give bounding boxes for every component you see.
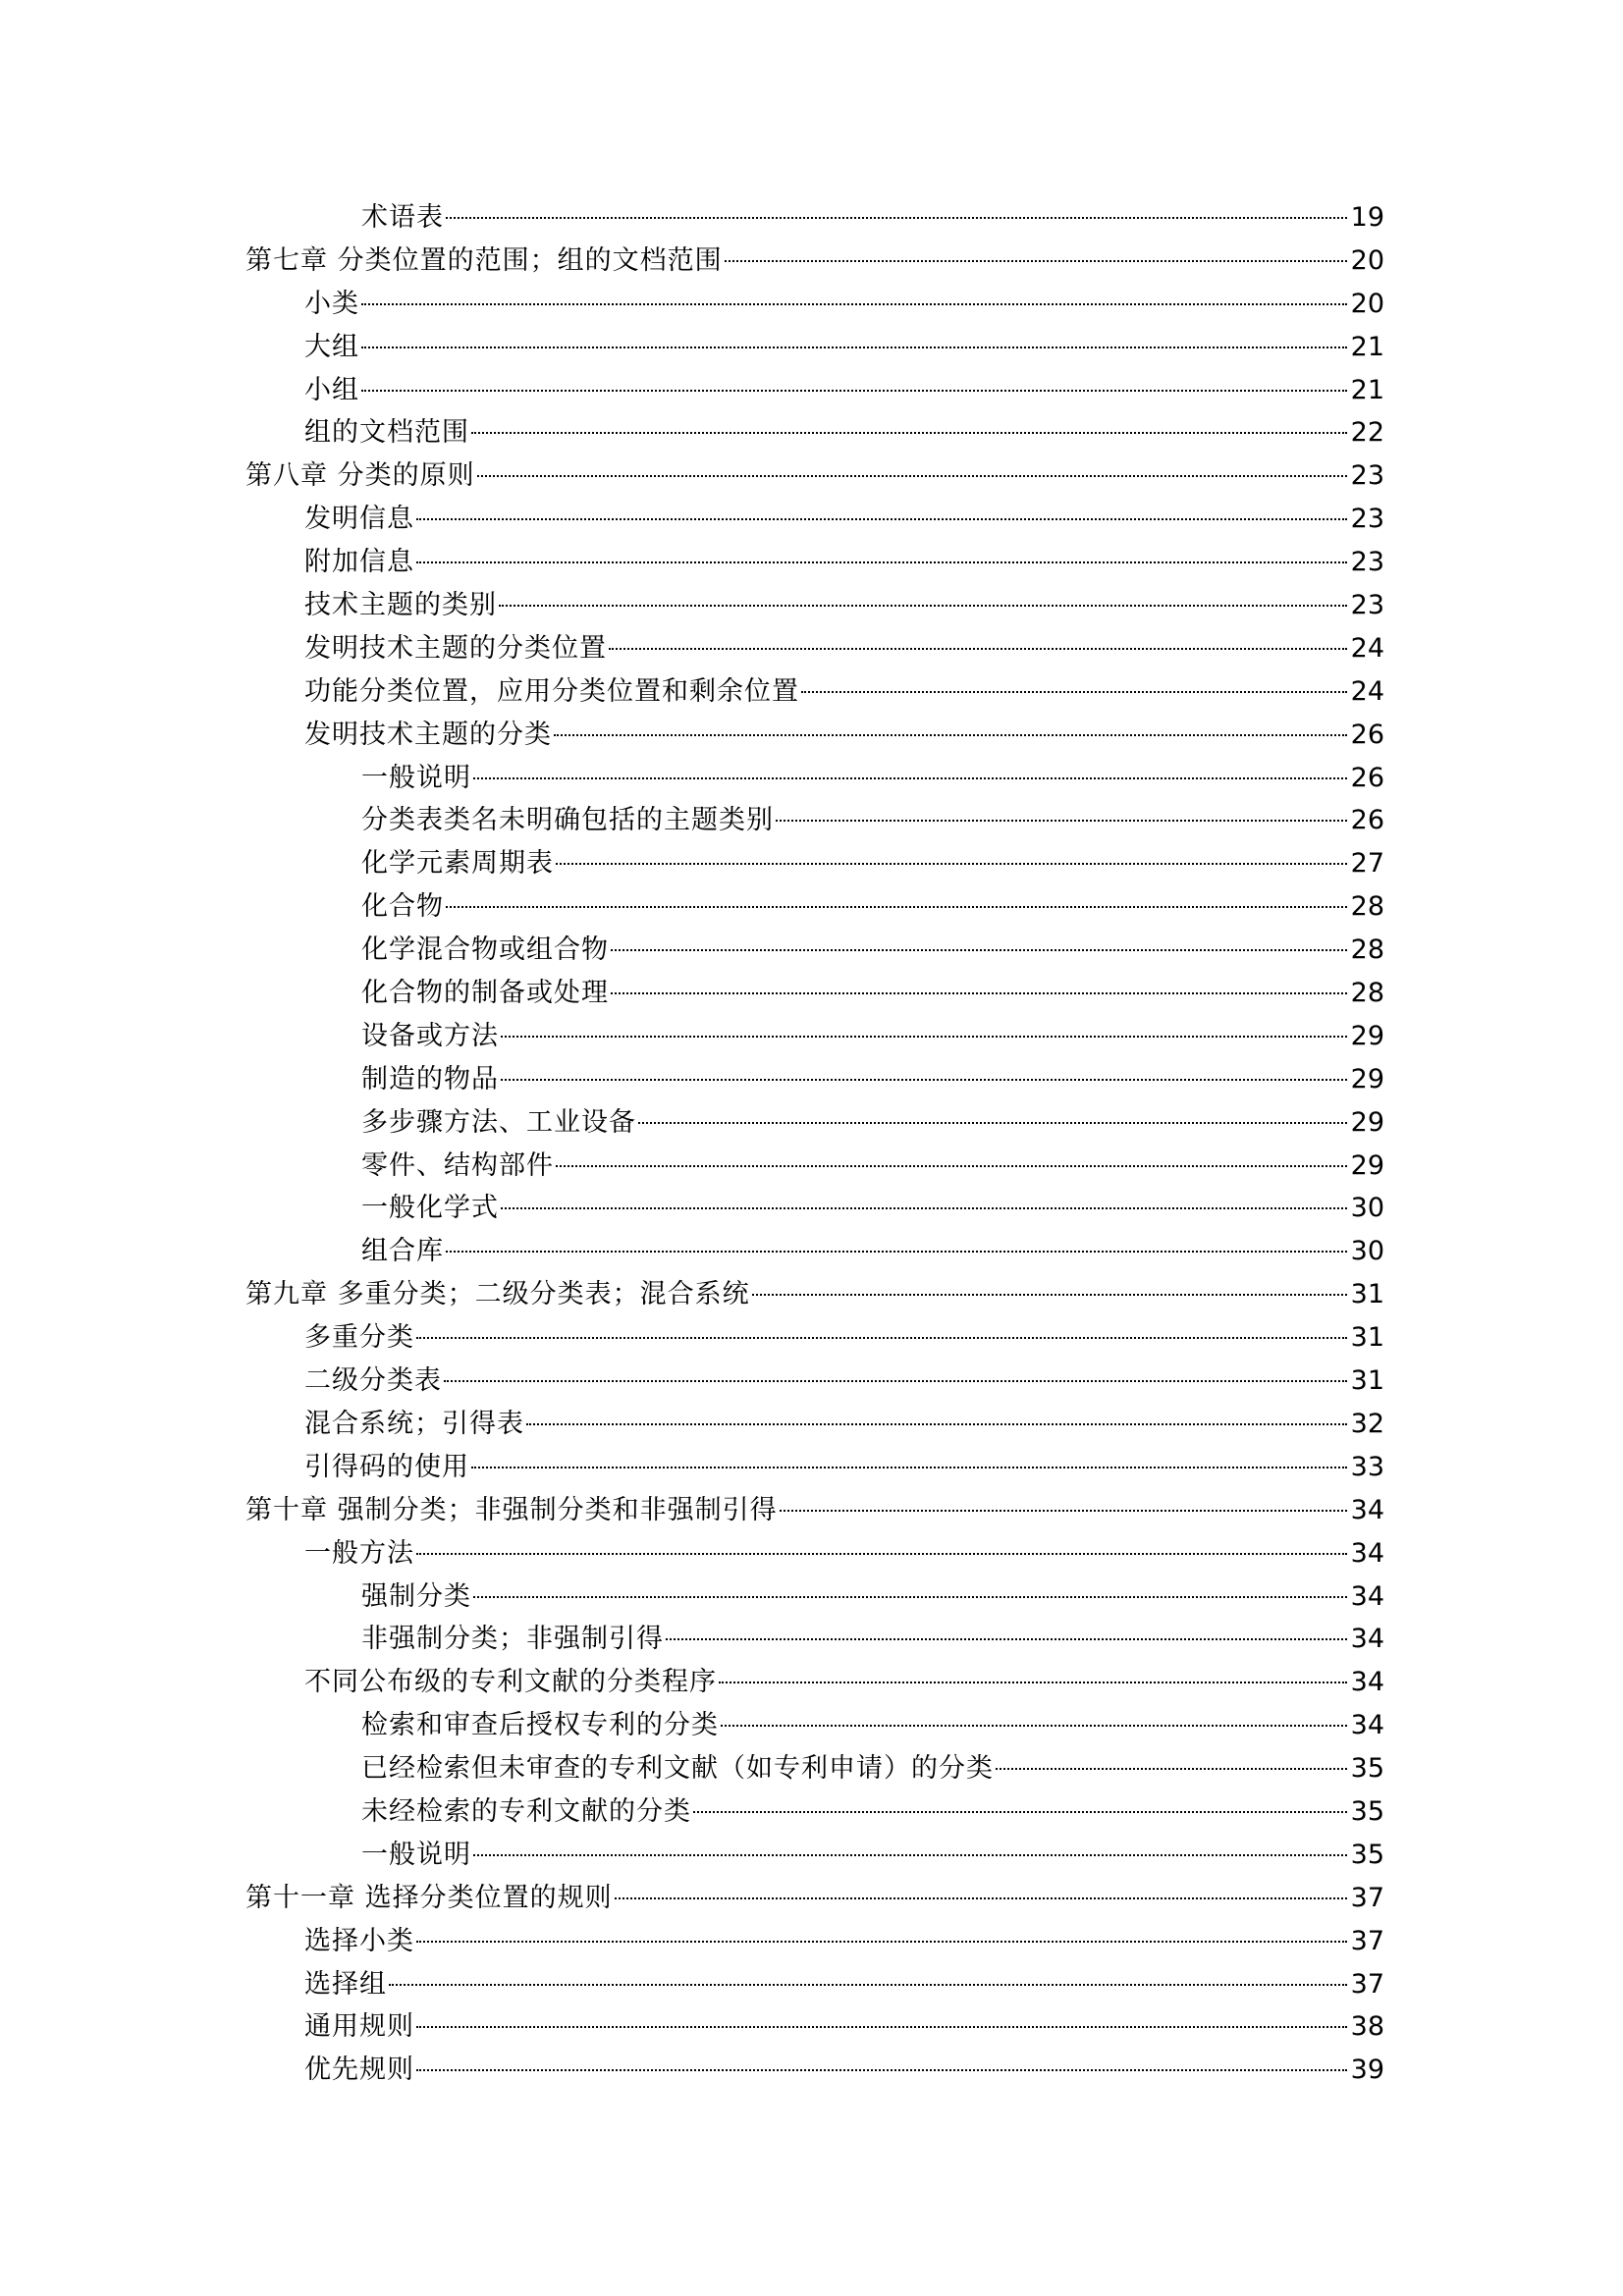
dot-leader [752, 1294, 1347, 1296]
dot-leader [416, 561, 1347, 563]
toc-entry-page-number: 34 [1350, 1580, 1384, 1612]
toc-entry-title: 设备或方法 [361, 1020, 499, 1051]
toc-entry[interactable] [245, 1446, 1384, 1489]
toc-entry[interactable] [245, 799, 1384, 842]
toc-entry[interactable] [245, 1618, 1384, 1661]
dot-leader [444, 1380, 1347, 1382]
toc-entry[interactable] [245, 1963, 1384, 2006]
toc-entry[interactable] [245, 670, 1384, 714]
dot-leader [801, 691, 1347, 693]
toc-entry-page-number: 37 [1350, 1882, 1384, 1913]
toc-entry[interactable] [245, 1790, 1384, 1834]
toc-entry-title: 一般化学式 [361, 1193, 499, 1224]
toc-entry-title: 附加信息 [304, 547, 414, 578]
toc-entry-title: 未经检索的专利文献的分类 [361, 1795, 691, 1827]
toc-entry[interactable] [245, 1661, 1384, 1704]
toc-entry-title: 第十一章 选择分类位置的规则 [245, 1882, 613, 1913]
toc-entry-page-number: 23 [1350, 504, 1384, 535]
toc-entry[interactable] [245, 283, 1384, 326]
dot-leader [526, 1423, 1347, 1425]
toc-entry[interactable] [245, 2005, 1384, 2049]
dot-leader [556, 863, 1347, 865]
toc-entry-page-number: 37 [1350, 1968, 1384, 2000]
toc-entry-page-number: 20 [1350, 288, 1384, 319]
toc-entry-page-number: 19 [1350, 202, 1384, 233]
toc-entry-page-number: 35 [1350, 1795, 1384, 1827]
toc-entry-title: 术语表 [361, 202, 444, 233]
toc-entry-page-number: 26 [1350, 805, 1384, 836]
toc-entry-title: 功能分类位置，应用分类位置和剩余位置 [304, 675, 799, 707]
toc-entry-page-number: 29 [1350, 1106, 1384, 1138]
toc-entry-title: 二级分类表 [304, 1365, 442, 1397]
toc-entry-title: 第十章 强制分类；非强制分类和非强制引得 [245, 1494, 778, 1525]
toc-entry-page-number: 28 [1350, 891, 1384, 923]
toc-entry-title: 发明信息 [304, 504, 414, 535]
toc-entry-page-number: 34 [1350, 1667, 1384, 1698]
dot-leader [693, 1811, 1347, 1813]
dot-leader [556, 1165, 1347, 1167]
toc-entry-page-number: 23 [1350, 547, 1384, 578]
toc-entry[interactable] [245, 411, 1384, 454]
toc-entry-title: 非强制分类；非强制引得 [361, 1624, 664, 1655]
toc-entry[interactable] [245, 369, 1384, 412]
dot-leader [473, 1596, 1347, 1598]
dot-leader [996, 1768, 1347, 1770]
toc-entry-title: 化合物的制备或处理 [361, 978, 609, 1009]
toc-entry-page-number: 30 [1350, 1236, 1384, 1267]
toc-entry[interactable] [245, 1360, 1384, 1403]
toc-entry-title: 选择小类 [304, 1925, 414, 1956]
toc-entry-title: 强制分类 [361, 1580, 471, 1612]
toc-entry-title: 第八章 分类的原则 [245, 460, 475, 492]
dot-leader [499, 605, 1347, 607]
toc-entry[interactable] [245, 1145, 1384, 1188]
toc-entry-page-number: 35 [1350, 1839, 1384, 1870]
dot-leader [446, 1251, 1347, 1253]
toc-entry-title: 通用规则 [304, 2011, 414, 2043]
toc-entry-title: 已经检索但未审查的专利文献（如专利申请）的分类 [361, 1753, 994, 1785]
toc-entry-title: 不同公布级的专利文献的分类程序 [304, 1667, 717, 1698]
toc-entry-title: 发明技术主题的分类 [304, 719, 552, 750]
dot-leader [361, 303, 1347, 305]
dot-leader [473, 1854, 1347, 1856]
toc-entry[interactable] [245, 1747, 1384, 1790]
toc-entry-title: 发明技术主题的分类位置 [304, 632, 607, 664]
toc-entry[interactable] [245, 1316, 1384, 1360]
toc-entry[interactable] [245, 326, 1384, 369]
dot-leader [446, 906, 1347, 908]
toc-entry-title: 检索和审查后授权专利的分类 [361, 1710, 719, 1741]
toc-entry[interactable] [245, 2049, 1384, 2092]
toc-entry[interactable] [245, 240, 1384, 283]
dot-leader [780, 1510, 1347, 1512]
toc-entry-page-number: 34 [1350, 1624, 1384, 1655]
toc-entry-title: 化学元素周期表 [361, 848, 554, 880]
toc-entry-title: 化合物 [361, 891, 444, 923]
toc-entry-title: 多步骤方法、工业设备 [361, 1106, 636, 1138]
toc-entry-title: 组的文档范围 [304, 417, 469, 449]
dot-leader [611, 992, 1347, 994]
toc-entry-page-number: 29 [1350, 1149, 1384, 1181]
toc-entry-page-number: 33 [1350, 1451, 1384, 1482]
toc-entry[interactable] [245, 498, 1384, 541]
toc-entry-page-number: 23 [1350, 590, 1384, 621]
dot-leader [501, 1207, 1347, 1209]
toc-entry[interactable] [245, 1058, 1384, 1101]
toc-entry-title: 小组 [304, 374, 359, 405]
toc-entry[interactable] [245, 454, 1384, 498]
toc-entry-page-number: 38 [1350, 2011, 1384, 2043]
dot-leader [611, 949, 1347, 951]
toc-entry[interactable] [245, 1877, 1384, 1920]
toc-entry-title: 一般方法 [304, 1537, 414, 1569]
dot-leader [615, 1897, 1347, 1899]
dot-leader [776, 820, 1347, 822]
toc-entry-title: 选择组 [304, 1968, 387, 2000]
toc-entry[interactable] [245, 714, 1384, 757]
dot-leader [471, 1467, 1347, 1468]
toc-entry-title: 一般说明 [361, 1839, 471, 1870]
toc-entry-page-number: 31 [1350, 1365, 1384, 1397]
toc-entry[interactable] [245, 1403, 1384, 1446]
toc-entry-title: 第九章 多重分类；二级分类表；混合系统 [245, 1279, 750, 1310]
dot-leader [361, 390, 1347, 392]
dot-leader [477, 475, 1347, 477]
dot-leader [416, 1941, 1347, 1943]
toc-entry-page-number: 28 [1350, 934, 1384, 966]
toc-entry-title: 引得码的使用 [304, 1451, 469, 1482]
toc-entry[interactable] [245, 627, 1384, 670]
toc-entry-page-number: 24 [1350, 632, 1384, 664]
toc-entry-title: 化学混合物或组合物 [361, 934, 609, 966]
toc-entry-page-number: 20 [1350, 244, 1384, 276]
dot-leader [361, 347, 1347, 348]
dot-leader [501, 1079, 1347, 1081]
toc-entry[interactable] [245, 929, 1384, 972]
toc-entry-title: 一般说明 [361, 762, 471, 793]
toc-entry-page-number: 21 [1350, 374, 1384, 405]
toc-entry-title: 技术主题的类别 [304, 590, 497, 621]
dot-leader [416, 1553, 1347, 1555]
toc-entry-page-number: 35 [1350, 1753, 1384, 1785]
toc-entry[interactable] [245, 1273, 1384, 1316]
dot-leader [473, 777, 1347, 779]
toc-entry-page-number: 29 [1350, 1063, 1384, 1095]
toc-entry-title: 分类表类名未明确包括的主题类别 [361, 805, 774, 836]
toc-entry-title: 第七章 分类位置的范围；组的文档范围 [245, 244, 723, 276]
toc-entry-title: 零件、结构部件 [361, 1149, 554, 1181]
toc-entry[interactable] [245, 584, 1384, 627]
dot-leader [609, 648, 1347, 650]
toc-entry-page-number: 30 [1350, 1193, 1384, 1224]
toc-entry-page-number: 26 [1350, 762, 1384, 793]
toc-entry[interactable] [245, 196, 1384, 240]
table-of-contents [245, 196, 1384, 2092]
toc-entry[interactable] [245, 1230, 1384, 1273]
toc-entry-title: 小类 [304, 288, 359, 319]
toc-entry-title: 多重分类 [304, 1322, 414, 1354]
dot-leader [501, 1036, 1347, 1038]
toc-entry-page-number: 28 [1350, 978, 1384, 1009]
toc-entry[interactable] [245, 1704, 1384, 1747]
dot-leader [638, 1122, 1347, 1124]
dot-leader [416, 1337, 1347, 1339]
toc-entry[interactable] [245, 757, 1384, 800]
toc-entry[interactable] [245, 885, 1384, 929]
toc-entry-page-number: 32 [1350, 1408, 1384, 1439]
dot-leader [666, 1638, 1347, 1640]
dot-leader [471, 432, 1347, 434]
toc-entry[interactable] [245, 1834, 1384, 1877]
toc-entry[interactable] [245, 972, 1384, 1015]
toc-entry[interactable] [245, 1920, 1384, 1963]
toc-entry[interactable] [245, 1575, 1384, 1619]
toc-entry[interactable] [245, 541, 1384, 584]
toc-entry[interactable] [245, 1187, 1384, 1230]
toc-entry-page-number: 21 [1350, 331, 1384, 362]
toc-entry-page-number: 22 [1350, 417, 1384, 449]
toc-entry-title: 优先规则 [304, 2055, 414, 2086]
toc-entry-page-number: 31 [1350, 1279, 1384, 1310]
toc-entry-page-number: 24 [1350, 675, 1384, 707]
dot-leader [719, 1682, 1347, 1683]
toc-entry-page-number: 31 [1350, 1322, 1384, 1354]
toc-entry-title: 大组 [304, 331, 359, 362]
dot-leader [725, 260, 1347, 262]
toc-entry-page-number: 23 [1350, 460, 1384, 492]
toc-entry-page-number: 34 [1350, 1494, 1384, 1525]
dot-leader [721, 1725, 1347, 1727]
toc-entry[interactable] [245, 842, 1384, 885]
toc-entry[interactable] [245, 1101, 1384, 1145]
dot-leader [416, 2026, 1347, 2028]
toc-entry-title: 制造的物品 [361, 1063, 499, 1095]
toc-entry-title: 组合库 [361, 1236, 444, 1267]
toc-entry[interactable] [245, 1489, 1384, 1532]
toc-entry-page-number: 27 [1350, 848, 1384, 880]
toc-entry[interactable] [245, 1532, 1384, 1575]
dot-leader [389, 1984, 1347, 1986]
toc-entry-page-number: 26 [1350, 719, 1384, 750]
dot-leader [446, 217, 1347, 219]
dot-leader [554, 734, 1347, 736]
toc-entry-page-number: 37 [1350, 1925, 1384, 1956]
toc-entry-page-number: 34 [1350, 1537, 1384, 1569]
toc-entry-page-number: 34 [1350, 1710, 1384, 1741]
dot-leader [416, 518, 1347, 520]
toc-entry[interactable] [245, 1015, 1384, 1058]
toc-entry-page-number: 39 [1350, 2055, 1384, 2086]
toc-entry-page-number: 29 [1350, 1020, 1384, 1051]
toc-entry-title: 混合系统；引得表 [304, 1408, 524, 1439]
dot-leader [416, 2069, 1347, 2071]
